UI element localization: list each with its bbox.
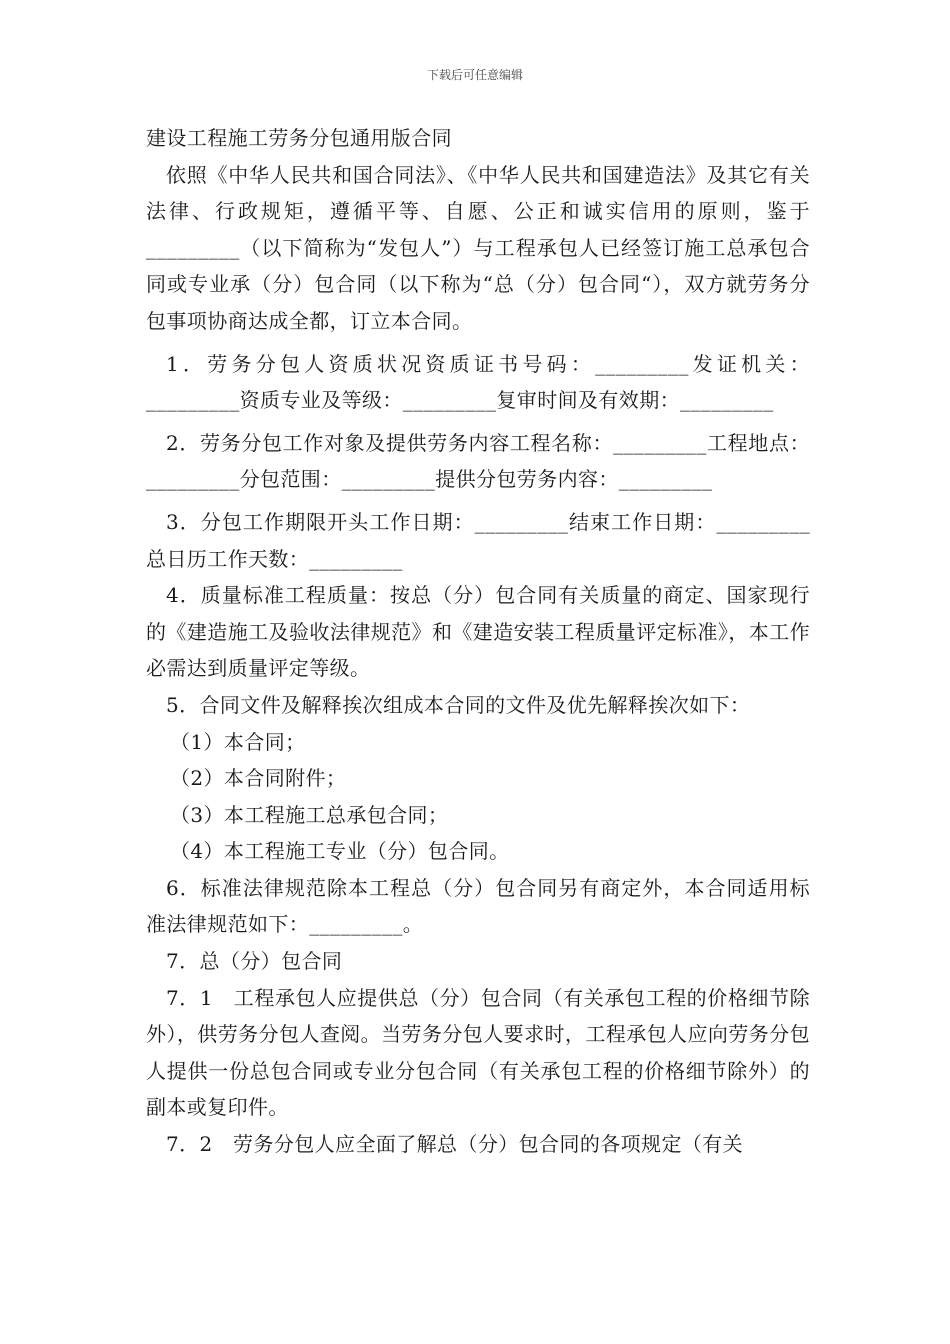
paragraph: 6．标准法律规范除本工程总（分）包合同另有商定外，本合同适用标准法律规范如下：_________。 — [146, 875, 810, 937]
paragraph: （3）本工程施工总承包合同； — [170, 802, 449, 827]
paragraph: 依照《中华人民共和国合同法》、《中华人民共和国建造法》及其它有关法律、行政规矩，遵循平等、自愿、公正和诚实信用的原则，鉴于_________（以下简称为“发包人”）与工程承包人已经签订施工总承包合同或专业承（分）包合同（以下称为“总（分）包合同“），双方就劳务分包事项协商达成全都，订立本合同。 — [146, 162, 810, 333]
paragraph: 7．2 劳务分包人应全面了解总（分）包合同的各项规定（有关 — [166, 1132, 744, 1157]
paragraph: 4．质量标准工程质量：按总（分）包合同有关质量的商定、国家现行的《建造施工及验收法律规范》和《建造安装工程质量评定标准》，本工作必需达到质量评定等级。 — [146, 583, 810, 681]
paragraph: 7．1 工程承包人应提供总（分）包合同（有关承包工程的价格细节除外），供劳务分包人查阅。当劳务分包人要求时，工程承包人应向劳务分包人提供一份总包合同或专业分包合同（有关承包工程的价格细节除外）的副本或复印件。 — [146, 985, 810, 1120]
paragraph: 7．总（分）包合同 — [166, 949, 343, 974]
paragraph: （1）本合同； — [170, 729, 306, 754]
document-title: 建设工程施工劳务分包通用版合同 — [146, 126, 452, 150]
paragraph: （2）本合同附件； — [170, 766, 347, 791]
page-header: 下载后可任意编辑 — [426, 68, 523, 82]
paragraph: 1．劳务分包人资质状况资质证书号码：_________发证机关：_________资质专业及等级：_________复审时间及有效期：_________ — [146, 351, 810, 413]
paragraph: 2．劳务分包工作对象及提供劳务内容工程名称：_________工程地点：_________分包范围：_________提供分包劳务内容：_________ — [146, 430, 810, 492]
paragraph: 5．合同文件及解释挨次组成本合同的文件及优先解释挨次如下： — [166, 692, 751, 717]
paragraph: （4）本工程施工专业（分）包合同。 — [170, 839, 510, 864]
paragraph-list — [146, 157, 810, 1163]
document-body — [146, 120, 810, 1163]
paragraph: 3．分包工作期限开头工作日期：_________结束工作日期：_________总日历工作天数：_________ — [146, 509, 810, 571]
